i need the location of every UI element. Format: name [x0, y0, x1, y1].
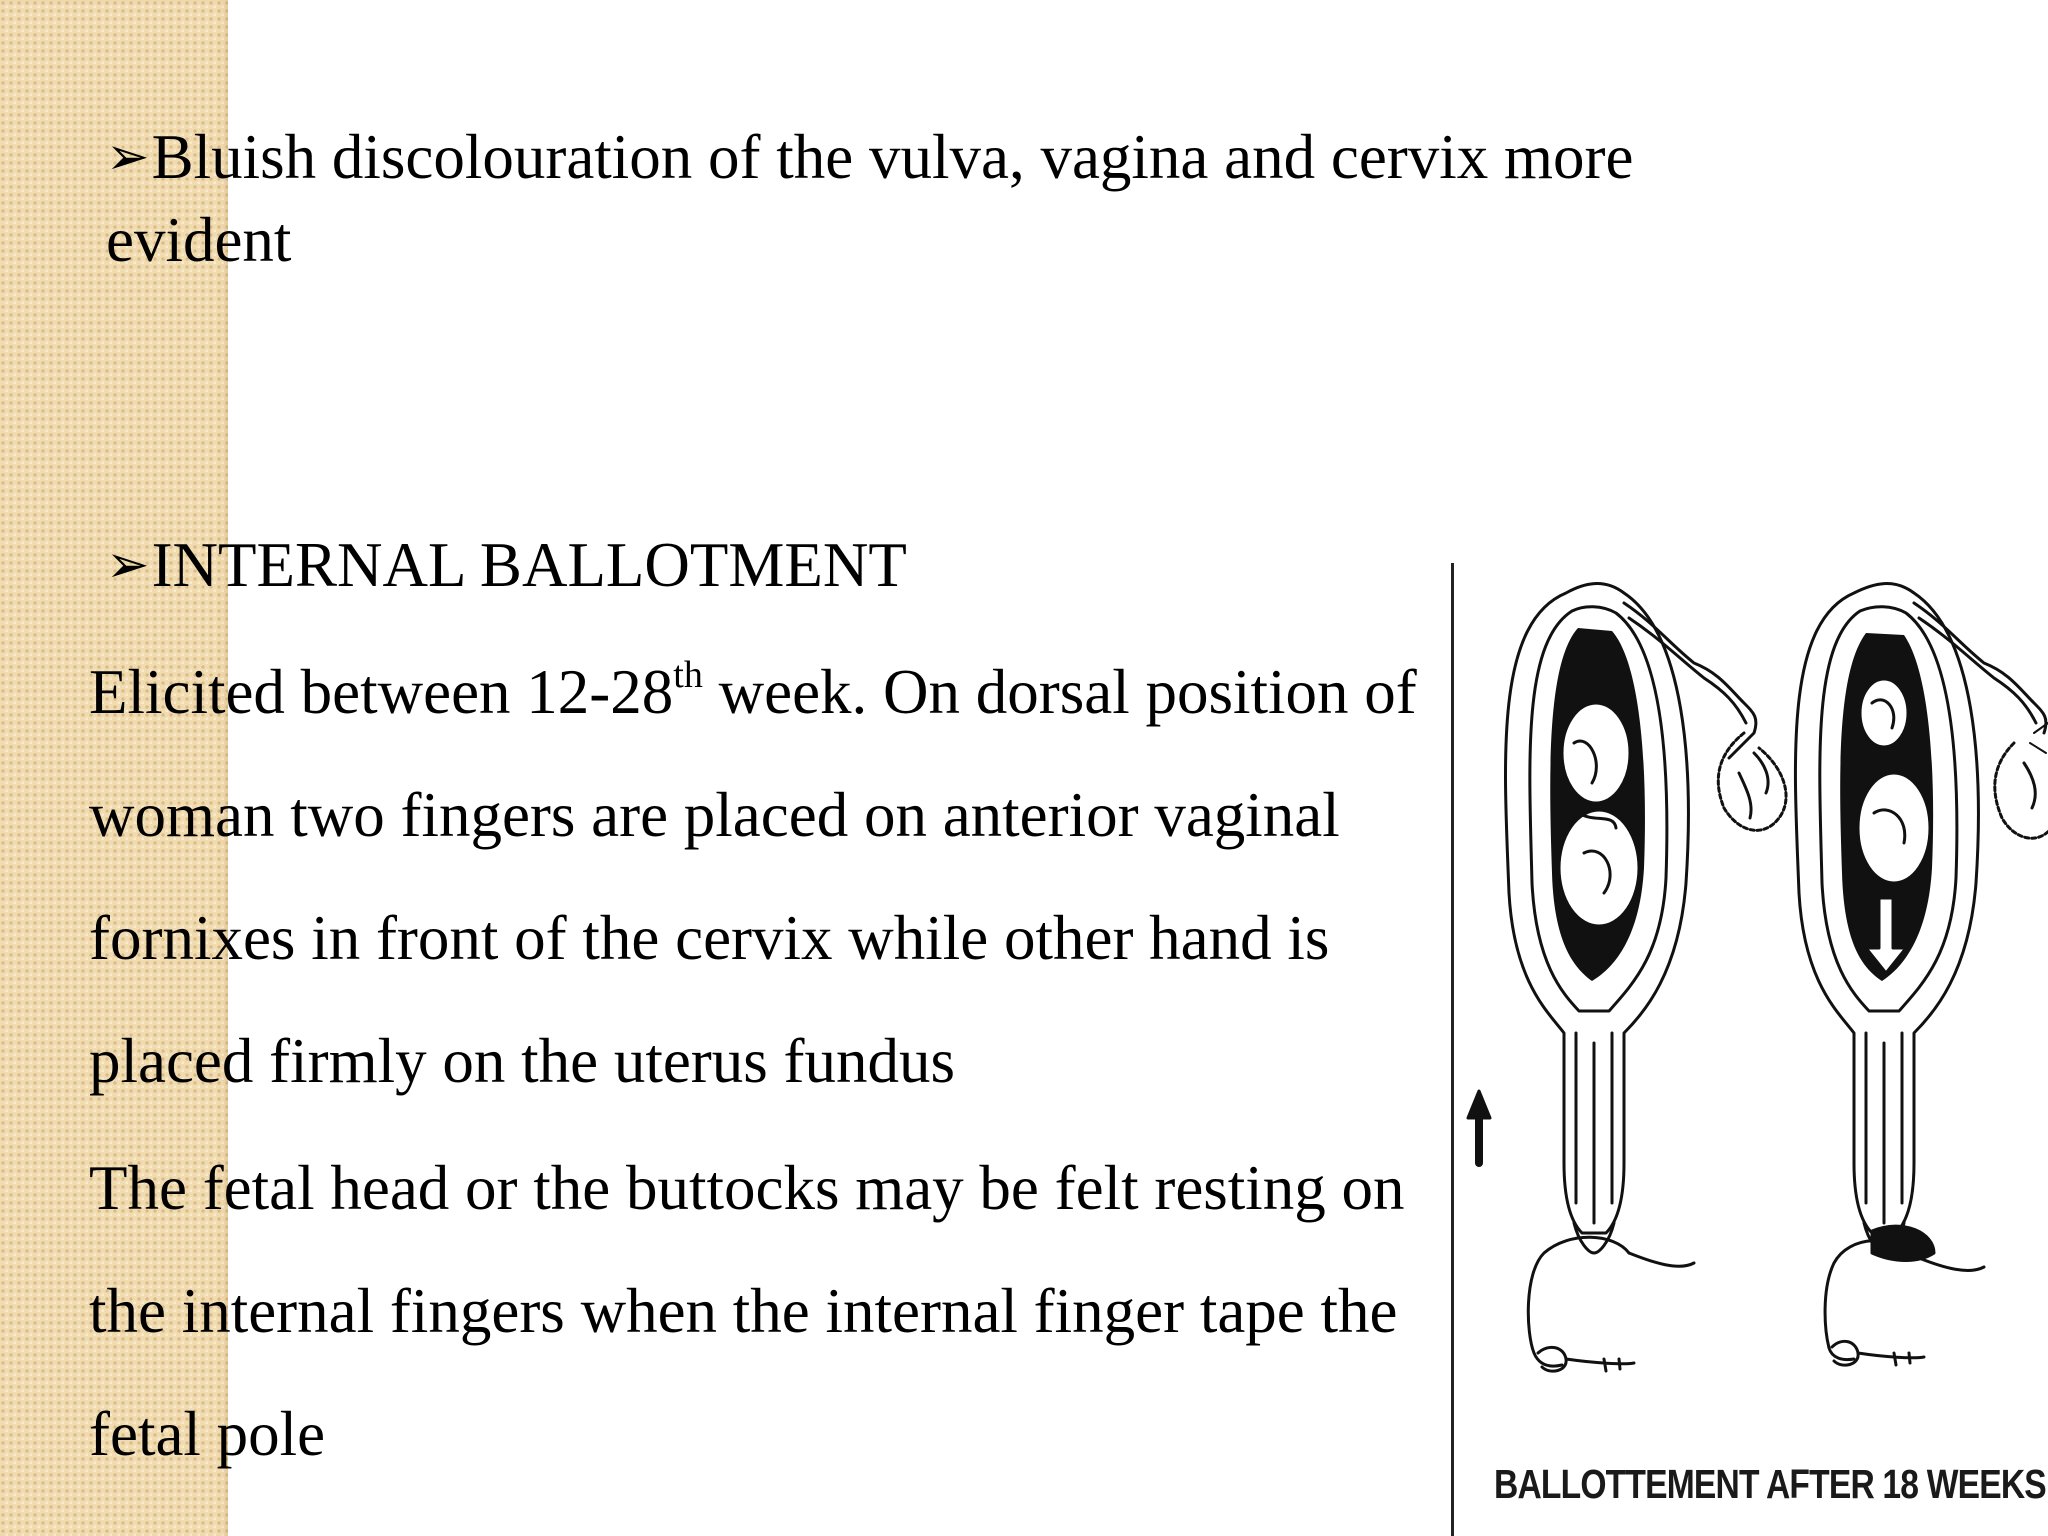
para1-prefix: Elicited between 12-28 [89, 657, 674, 727]
uterus-ballottement-illustration [1454, 563, 2048, 1536]
figure-caption: BALLOTTEMENT AFTER 18 WEEKS [1494, 1461, 2046, 1507]
bullet-internal-ballotment [106, 524, 1306, 607]
para1-superscript: th [673, 654, 703, 696]
examining-finger-left [1528, 1237, 1694, 1371]
ballottement-figure [1451, 563, 2048, 1536]
arrow-bullet-icon: ➢ [106, 129, 150, 186]
examining-finger-right [1825, 1226, 1984, 1365]
fetal-pole-description: The fetal head or the buttocks may be felt resting on the internal fingers when the internal finger tape the fetal pole [89, 1153, 1405, 1469]
arrow-bullet-icon: ➢ [106, 537, 150, 594]
ballotment-description [89, 631, 1459, 1123]
uterus-left [1505, 584, 1786, 1253]
para1-suffix: week. On dorsal position of woman two fingers are placed on anterior vaginal fornixes in front of the cervix while other hand is placed firmly on the uterus fundus [89, 657, 1417, 1096]
bullet-bluish-discolouration [106, 116, 1806, 281]
uterus-right [1795, 584, 2048, 1253]
bullet-text: Bluish discolouration of the vulva, vagina and cervix more evident [106, 122, 1634, 275]
bullet-heading: INTERNAL BALLOTMENT [151, 530, 907, 600]
